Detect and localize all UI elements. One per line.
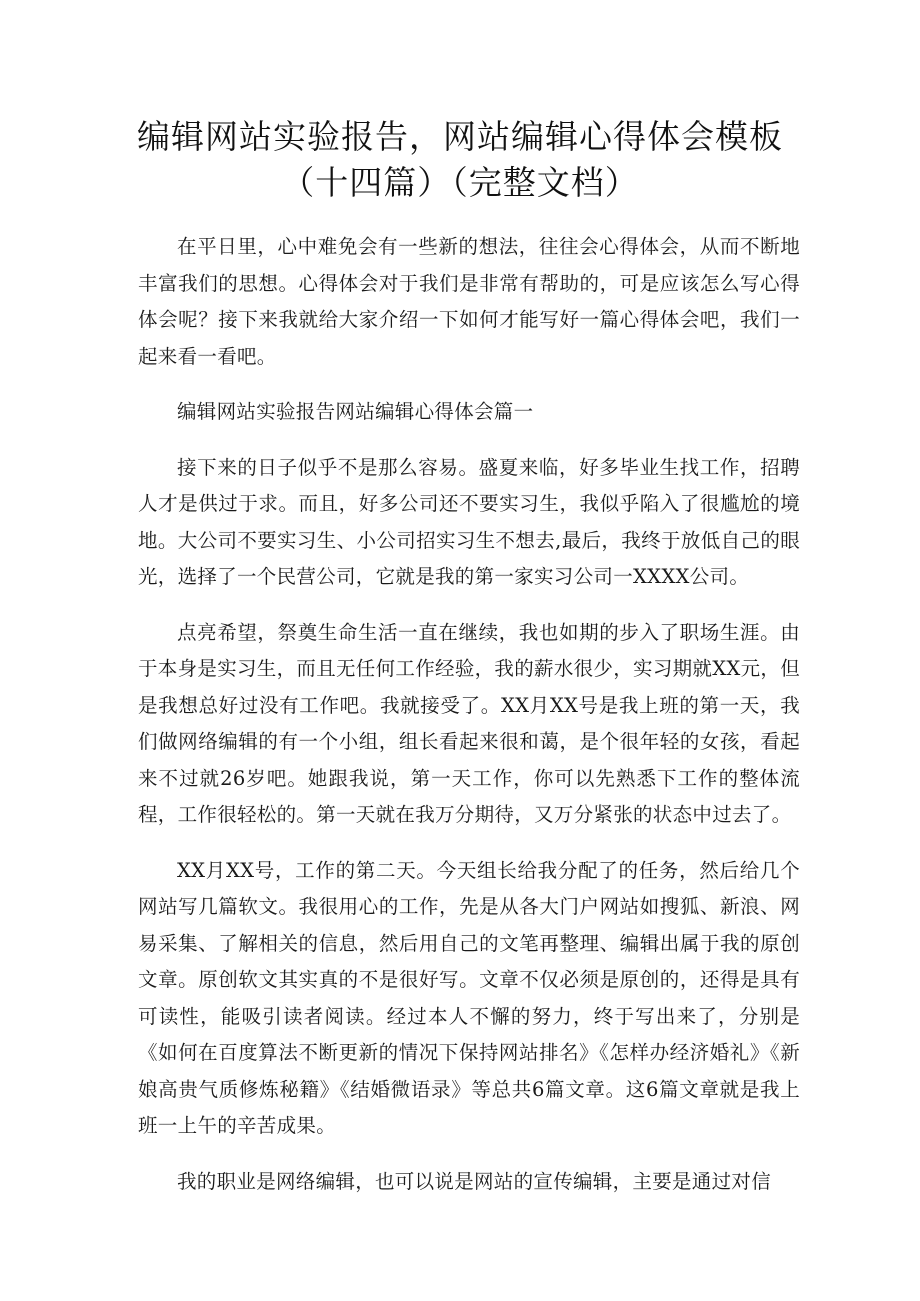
section-heading: 编辑网站实验报告网站编辑心得体会篇一 xyxy=(177,400,534,423)
body-paragraph: 接下来的日子似乎不是那么容易。盛夏来临，好多毕业生找工作，招聘人才是供过于求。而且，好多公司还不要实习生，我似乎陷入了很尴尬的境地。大公司不要实习生、小公司招实习生不想去,最后，我终于放低自己的眼光，选择了一个民营公司，它就是我的第一家实习公司一XXXX公司。 xyxy=(138,455,800,588)
body-paragraph: 点亮希望，祭奠生命生活一直在继续，我也如期的步入了职场生涯。由于本身是实习生，而且无任何工作经验，我的薪水很少，实习期就XX元，但是我想总好过没有工作吧。我就接受了。XX月XX号是我上班的第一天，我们做网络编辑的有一个小组，组长看起来很和蔼，是个很年轻的女孩，看起来不过就26岁吧。她跟我说，第一天工作，你可以先熟悉下工作的整体流程，工作很轻松的。第一天就在我万分期待，又万分紧张的状态中过去了。 xyxy=(138,620,800,826)
body-paragraph: XX月XX号，工作的第二天。今天组长给我分配了的任务，然后给几个网站写几篇软文。我很用心的工作，先是从各大门户网站如搜狐、新浪、网易采集、了解相关的信息，然后用自己的文笔再整理、编辑出属于我的原创文章。原创软文其实真的不是很好写。文章不仅必须是原创的，还得是具有可读性，能吸引读者阅读。经过本人不懈的努力，终于写出来了，分别是《如何在百度算法不断更新的情况下保持网站排名》《怎样办经济婚礼》《新娘高贵气质修炼秘籍》《结婚微语录》等总共6篇文章。这6篇文章就是我上班一上午的辛苦成果。 xyxy=(138,858,800,1137)
title-line-1: 编辑网站实验报告，网站编辑心得体会模板 xyxy=(137,117,783,156)
intro-paragraph: 在平日里，心中难免会有一些新的想法，往往会心得体会，从而不断地丰富我们的思想。心得体会对于我们是非常有帮助的，可是应该怎么写心得体会呢？接下来我就给大家介绍一下如何才能写好一篇心得体会吧，我们一起来看一看吧。 xyxy=(138,235,800,368)
document-body xyxy=(138,229,800,1219)
document-title xyxy=(110,114,810,206)
body-paragraph: 我的职业是网络编辑，也可以说是网站的宣传编辑，主要是通过对信 xyxy=(177,1169,772,1193)
title-line-2: （十四篇）（完整文档） xyxy=(281,163,639,202)
